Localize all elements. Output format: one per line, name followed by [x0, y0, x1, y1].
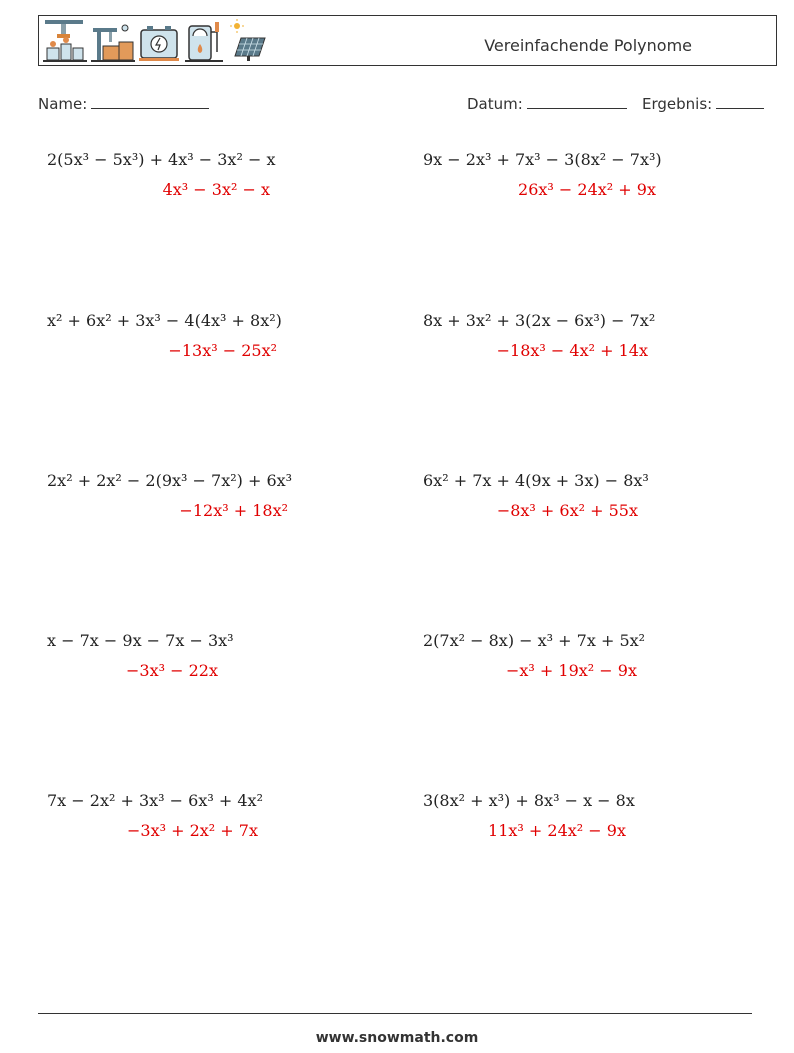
result-label: Ergebnis:	[642, 95, 713, 113]
problem-4: 8x + 3x² + 3(2x − 6x³) − 7x²	[423, 311, 656, 330]
answer-6: −8x³ + 6x² + 55x	[496, 501, 638, 520]
problem-3: x² + 6x² + 3x³ − 4(4x³ + 8x²)	[47, 311, 282, 330]
answer-9: −3x³ + 2x² + 7x	[127, 821, 258, 840]
problem-5: 2x² + 2x² − 2(9x³ − 7x²) + 6x³	[47, 471, 293, 490]
problem-9: 7x − 2x² + 3x³ − 6x³ + 4x²	[47, 791, 263, 810]
problem-8: 2(7x² − 8x) − x³ + 7x + 5x²	[423, 631, 646, 650]
worksheet-header	[38, 15, 777, 66]
answer-3: −13x³ − 25x²	[168, 341, 277, 360]
date-label: Datum:	[467, 95, 523, 113]
fuel-pump-icon	[185, 22, 223, 62]
problem-7: x − 7x − 9x − 7x − 3x³	[47, 631, 234, 650]
factory-icon	[43, 20, 87, 62]
name-field	[38, 94, 209, 113]
result-field	[642, 94, 764, 113]
problem-1: 2(5x³ − 5x³) + 4x³ − 3x² − x	[47, 150, 276, 169]
answer-7: −3x³ − 22x	[126, 661, 218, 680]
answer-10: 11x³ + 24x² − 9x	[488, 821, 626, 840]
answer-5: −12x³ + 18x²	[179, 501, 288, 520]
problem-6: 6x² + 7x + 4(9x + 3x) − 8x³	[423, 471, 649, 490]
energy-logo-strip	[43, 18, 269, 64]
answer-4: −18x³ − 4x² + 14x	[496, 341, 648, 360]
result-blank[interactable]	[716, 94, 764, 109]
problem-2: 9x − 2x³ + 7x³ − 3(8x² − 7x³)	[423, 150, 662, 169]
name-blank[interactable]	[91, 94, 209, 109]
solar-panel-icon	[230, 19, 265, 61]
name-label: Name:	[38, 95, 88, 113]
battery-icon	[139, 26, 179, 61]
answer-1: 4x³ − 3x² − x	[162, 180, 270, 199]
power-plant-icon	[91, 25, 135, 62]
worksheet-title: Vereinfachende Polynome	[484, 36, 692, 55]
footer-website[interactable]: www.snowmath.com	[315, 1030, 479, 1046]
problem-10: 3(8x² + x³) + 8x³ − x − 8x	[423, 791, 635, 810]
answer-2: 26x³ − 24x² + 9x	[518, 180, 656, 199]
date-field	[467, 94, 627, 113]
footer-divider	[38, 1013, 752, 1014]
answer-8: −x³ + 19x² − 9x	[506, 661, 637, 680]
date-blank[interactable]	[527, 94, 627, 109]
